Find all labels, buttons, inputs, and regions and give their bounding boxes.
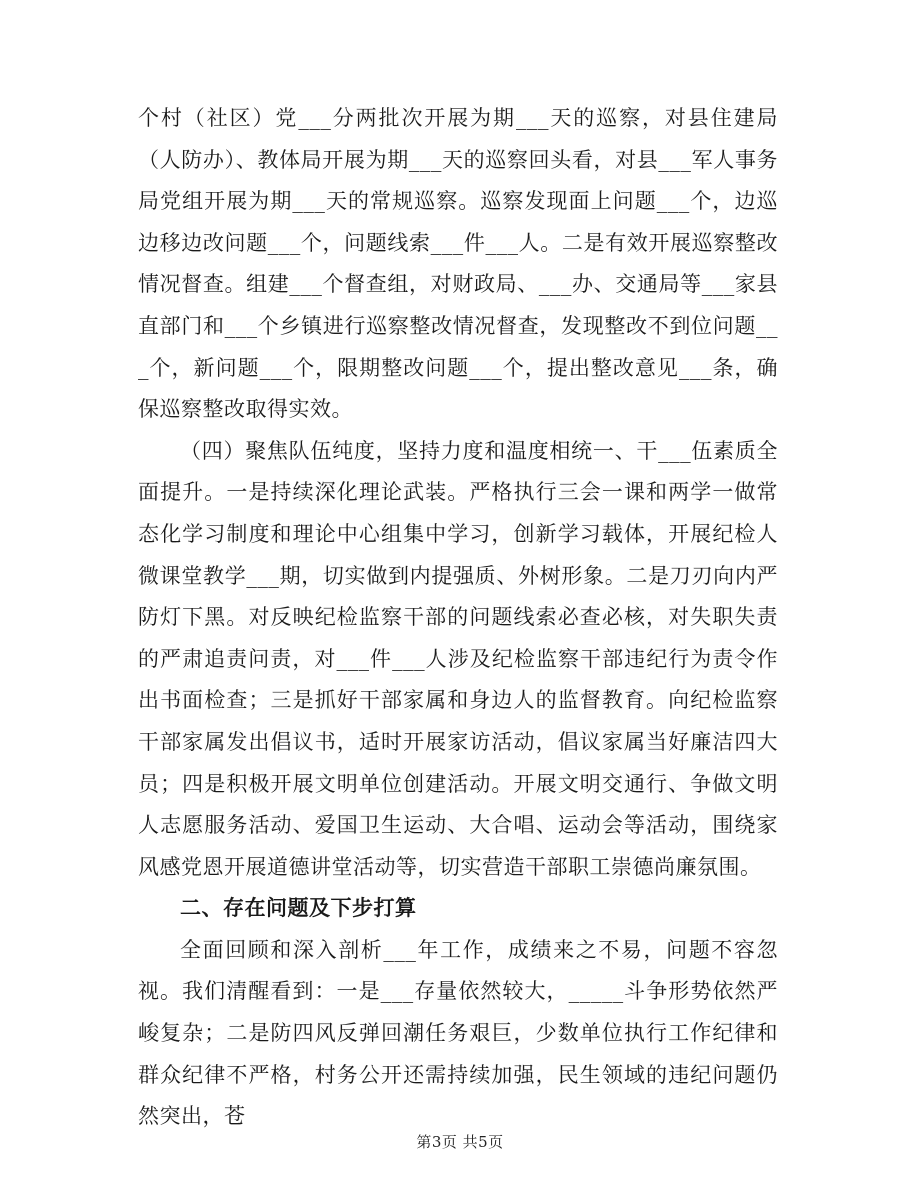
- document-body: [138, 98, 778, 1138]
- section-heading-problems-plans: 二、存在问题及下步打算: [180, 896, 417, 921]
- paragraph-team-purity: （四）聚焦队伍纯度，坚持力度和温度相统一、干___伍素质全面提升。一是持续深化理论武装。严格执行三会一课和两学一做常态化学习制度和理论中心组集中学习，创新学习载体，开展纪检人微课堂教学___期，切实做到内提强质、外树形象。二是刀刃向内严防灯下黑。对反映纪检监察干部的问题线索必查必核，对失职失责的严肃追责问责，对___件___人涉及纪检监察干部违纪行为责令作出书面检查；三是抓好干部家属和身边人的监督教育。向纪检监察干部家属发出倡议书，适时开展家访活动，倡议家属当好廉洁四大员；四是积极开展文明单位创建活动。开展文明交通行、争做文明人志愿服务活动、爱国卫生运动、大合唱、运动会等活动，围绕家风感党恩开展道德讲堂活动等，切实营造干部职工崇德尚廉氛围。: [138, 438, 778, 879]
- paragraph-problems-review: 全面回顾和深入剖析___年工作，成绩来之不易，问题不容忽视。我们清醒看到：一是___存量依然较大，_____斗争形势依然严峻复杂；二是防四风反弹回潮任务艰巨，少数单位执行工作纪律和群众纪律不严格，村务公开还需持续加强，民生领域的违纪问题仍然突出，苍: [138, 937, 778, 1129]
- page-number-footer: 第3页 共5页: [416, 1133, 504, 1151]
- paragraph-inspection-continued: 个村（社区）党___分两批次开展为期___天的巡察，对县住建局（人防办）、教体局开展为期___天的巡察回头看，对县___军人事务局党组开展为期___天的常规巡察。巡察发现面上问题___个，边巡边移边改问题___个，问题线索___件___人。二是有效开展巡察整改情况督查。组建___个督查组，对财政局、___办、交通局等___家县直部门和___个乡镇进行巡察整改情况督查，发现整改不到位问题___个，新问题___个，限期整改问题___个，提出整改意见___条，确保巡察整改取得实效。: [138, 106, 778, 422]
